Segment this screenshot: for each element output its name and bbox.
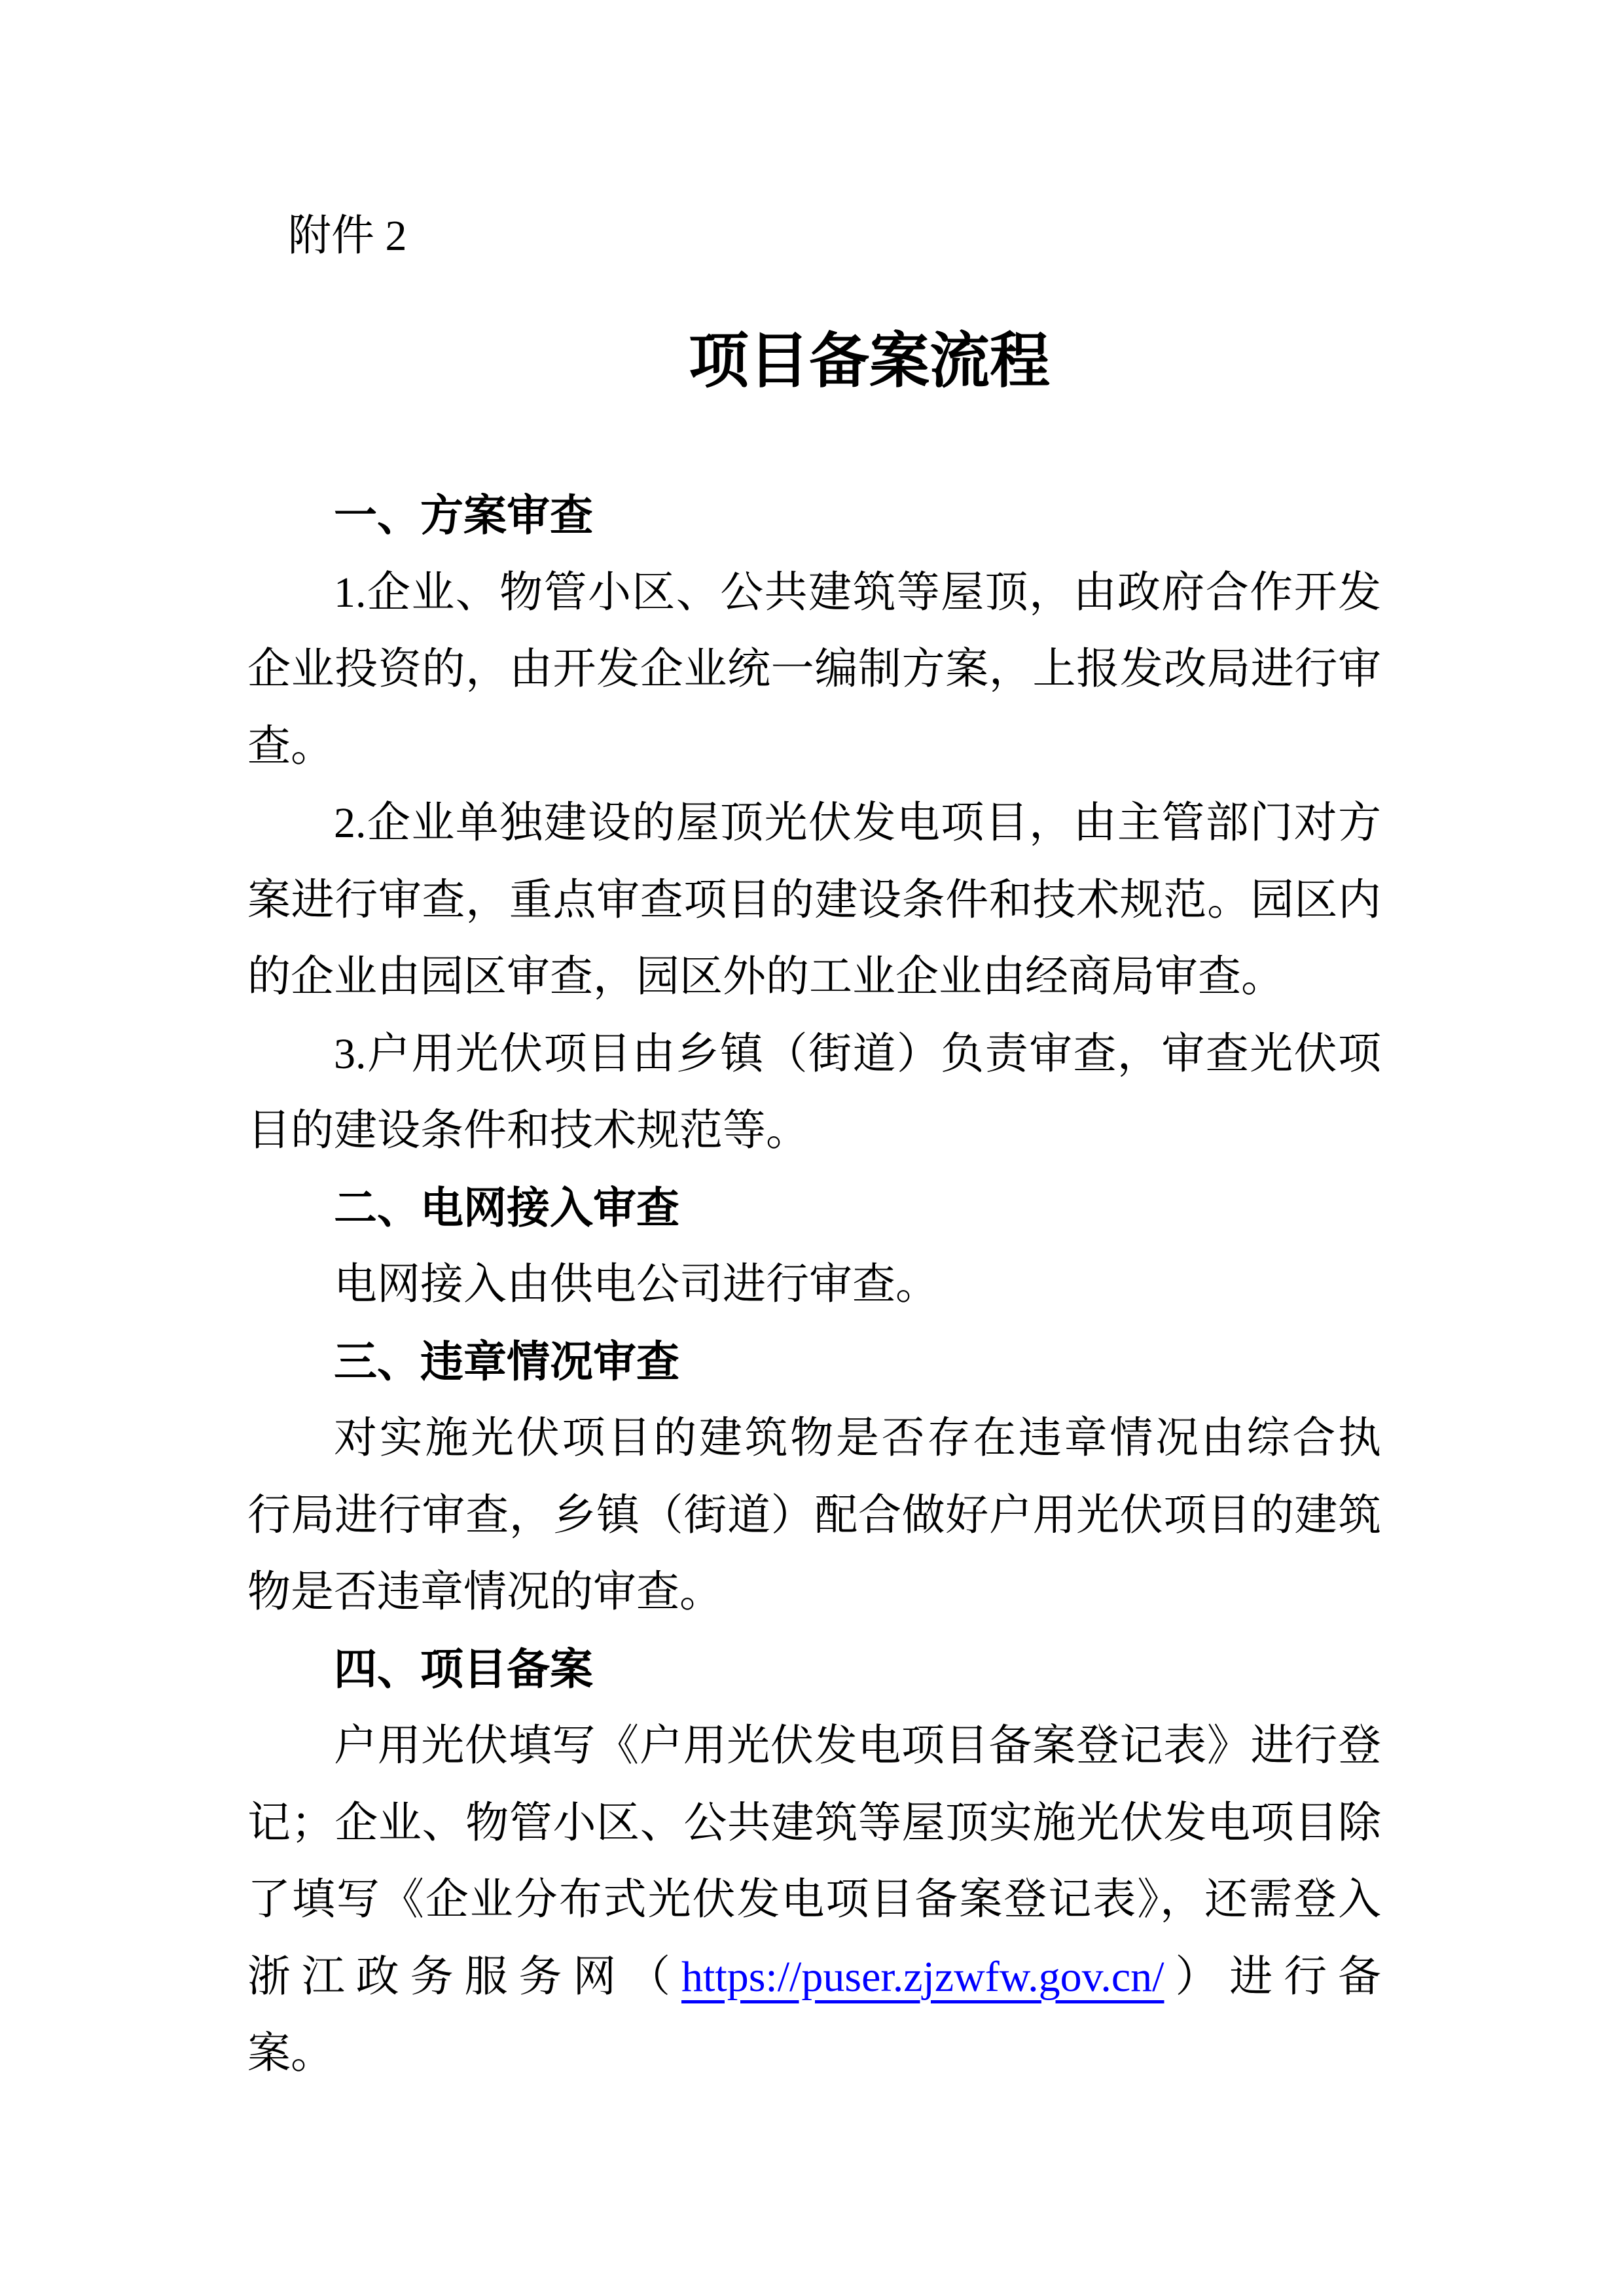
heading-violation-review: 三、违章情况审查 [334,1336,679,1386]
zjzwfw-portal-link[interactable]: https://puser.zjzwfw.gov.cn/ [681,1952,1164,2001]
heading-project-filing: 四、项目备案 [334,1644,593,1693]
page-title [247,325,1381,397]
document-body [247,477,1381,2092]
body-line-item2-3: 的企业由园区审查，园区外的工业企业由经商局审查。 [247,953,1284,1001]
page-title-text: 项目备案流程 [688,328,1050,395]
body-line-item1-1: 1.企业、物管小区、公共建筑等屋顶，由政府合作开发 [334,568,1381,617]
body-line-violation-2: 行局进行审查，乡镇（街道）配合做好户用光伏项目的建筑 [247,1491,1381,1539]
body-line-filing-2: 记；企业、物管小区、公共建筑等屋顶实施光伏发电项目除 [247,1799,1381,1847]
body-line-filing-3: 了填写《企业分布式光伏发电项目备案登记表》，还需登入 [247,1876,1381,1924]
body-line-item3-2: 目的建设条件和技术规范等。 [247,1107,809,1155]
link-line-prefix: 浙江政务服务网（ [247,1952,682,2001]
body-line-violation-3: 物是否违章情况的审查。 [247,1568,723,1616]
body-line-item2-2: 案进行审查，重点审查项目的建设条件和技术规范。园区内 [247,876,1381,924]
body-line-grid-access: 电网接入由供电公司进行审查。 [334,1261,939,1308]
heading-scheme-review: 一、方案审查 [334,491,593,539]
body-line-filing-4 [247,1939,1381,2016]
body-line-item1-3: 查。 [247,722,334,770]
body-line-item3-1: 3.户用光伏项目由乡镇（街道）负责审查，审查光伏项 [334,1030,1381,1078]
body-line-item2-1: 2.企业单独建设的屋顶光伏发电项目，由主管部门对方 [334,799,1381,847]
body-line-item1-2: 企业投资的，由开发企业统一编制方案，上报发改局进行审 [247,645,1381,693]
body-line-filing-5: 案。 [247,2030,334,2077]
link-line-suffix: ）进行备 [1164,1952,1382,2001]
body-line-filing-1: 户用光伏填写《户用光伏发电项目备案登记表》进行登 [334,1722,1381,1770]
attachment-label: 附件 2 [288,212,407,260]
heading-grid-access-review: 二、电网接入审查 [334,1183,679,1232]
body-line-violation-1: 对实施光伏项目的建筑物是否存在违章情况由综合执 [334,1414,1381,1462]
